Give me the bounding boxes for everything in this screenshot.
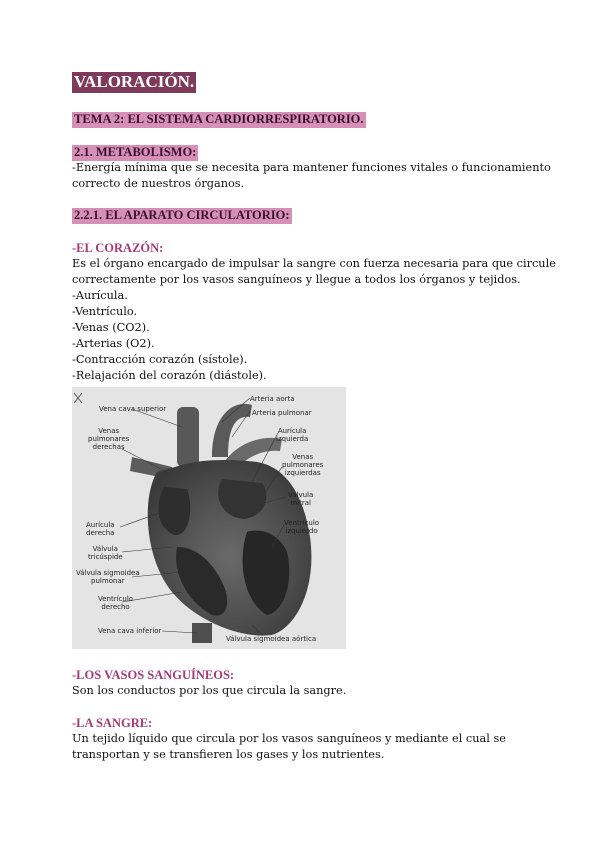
label-valvula-sigmoidea-pulmonar: Válvula sigmoidea pulmonar: [76, 569, 140, 585]
corazon-body: [72, 256, 556, 384]
text-line: transportan y se transfieren los gases y los nutrientes.: [72, 748, 385, 761]
text-line: -Energía mínima que se necesita para mantener funciones vitales o funcionamiento: [72, 161, 551, 174]
list-item: -Ventrículo.: [72, 305, 138, 318]
document-title: VALORACIÓN.: [74, 72, 195, 91]
label-vena-cava-inferior: Vena cava inferior: [98, 627, 162, 635]
list-item: -Arterias (O2).: [72, 337, 155, 350]
list-item: -Contracción corazón (sístole).: [72, 353, 248, 366]
corazon-label: -EL CORAZÓN:: [72, 241, 164, 255]
text-line: Son los conductos por los que circula la sangre.: [72, 684, 347, 697]
label-arteria-aorta: Arteria aorta: [250, 395, 295, 403]
list-item: -Relajación del corazón (diástole).: [72, 369, 267, 382]
topic-heading: TEMA 2: EL SISTEMA CARDIORRESPIRATORIO.: [74, 112, 364, 126]
label-ventriculo-izquierdo: Ventrículo izquierdo: [284, 519, 320, 535]
section-2-1-body: [72, 160, 551, 192]
label-vena-cava-superior: Vena cava superior: [99, 405, 167, 413]
sangre-body: [72, 731, 506, 763]
label-venas-pulmonares-izquierdas: Venas pulmonares izquierdas: [282, 453, 324, 477]
text-line: correcto de nuestros órganos.: [72, 177, 245, 190]
label-ventriculo-derecho: Ventrículo derecho: [98, 595, 134, 611]
text-line: Un tejido líquido que circula por los vasos sanguíneos y mediante el cual se: [72, 732, 506, 745]
label-valvula-sigmoidea-aortica: Válvula sigmoidea aórtica: [226, 635, 317, 643]
label-auricula-izquierda: Aurícula izquierda: [276, 427, 309, 443]
text-line: correctamente por los vasos sanguíneos y llegue a todos los órganos y tejidos.: [72, 273, 521, 286]
section-2-2-1-heading: 2.2.1. EL APARATO CIRCULATORIO:: [74, 208, 290, 222]
text-line: Es el órgano encargado de impulsar la sangre con fuerza necesaria para que circule: [72, 257, 556, 270]
label-venas-pulmonares-derechas: Venas pulmonares derechas: [88, 427, 130, 451]
vasos-label: -LOS VASOS SANGUÍNEOS:: [72, 668, 235, 682]
sangre-label: -LA SANGRE:: [72, 716, 153, 730]
label-valvula-mitral: Válvula mitral: [288, 491, 314, 507]
label-auricula-derecha: Aurícula derecha: [86, 521, 115, 537]
label-valvula-tricuspide: Válvula tricúspide: [88, 545, 123, 561]
section-2-1-heading: 2.1. METABOLISMO:: [74, 145, 197, 159]
list-item: -Venas (CO2).: [72, 321, 150, 334]
label-arteria-pulmonar: Arteria pulmonar: [252, 409, 312, 417]
list-item: -Aurícula.: [72, 289, 128, 302]
vasos-body: [72, 683, 346, 699]
heart-diagram: [72, 387, 346, 649]
